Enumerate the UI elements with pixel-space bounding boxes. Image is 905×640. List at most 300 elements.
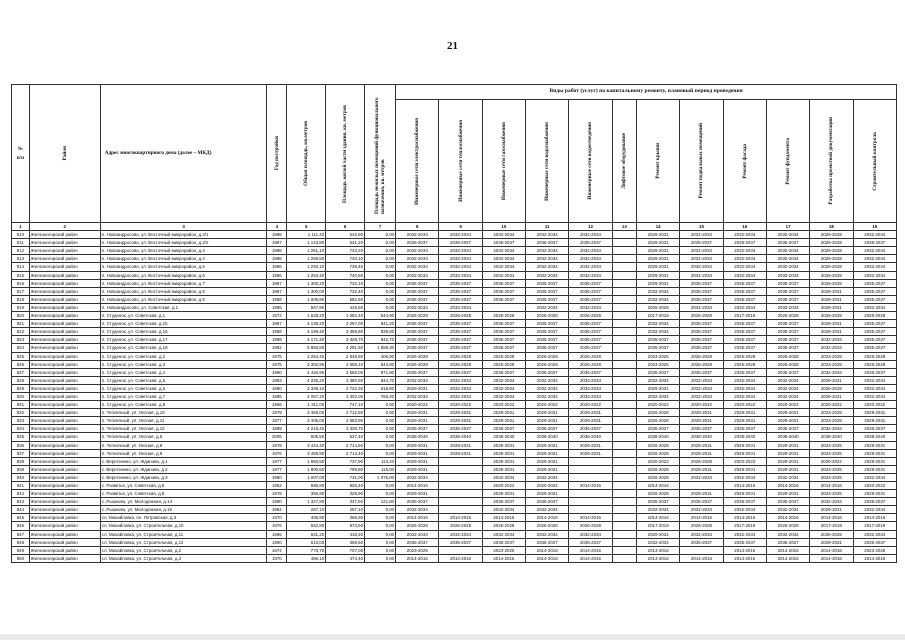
table-cell: 2035-2037 — [526, 239, 569, 247]
column-number: 5 — [287, 223, 326, 231]
table-cell: 2026-2028 — [810, 279, 853, 287]
table-row — [12, 287, 897, 295]
table-cell: 2032-2034 — [766, 271, 809, 279]
column-number: 14 — [637, 223, 680, 231]
table-cell: 2032-2034 — [766, 506, 809, 514]
table-cell: 2014-2016 — [680, 514, 723, 522]
table-cell: 3 302,00 — [326, 392, 365, 400]
table-cell — [612, 320, 636, 328]
table-cell: 707,00 — [326, 546, 365, 554]
table-cell: 2035-2037 — [853, 368, 896, 376]
table-row — [12, 295, 897, 303]
table-cell: 2032-2034 — [396, 303, 439, 311]
table-cell: 257,10 — [287, 506, 326, 514]
table-cell: 2029-2031 — [723, 449, 766, 457]
table-cell: 3 328,70 — [326, 425, 365, 433]
table-cell: 2035-2037 — [723, 336, 766, 344]
table-cell: п. Студенок, ул. Советская, д.18 — [100, 344, 267, 352]
table-cell: 2032-2034 — [853, 473, 896, 481]
table-cell — [612, 328, 636, 336]
table-cell: 2029-2031 — [396, 490, 439, 498]
table-cell: 731,00 — [326, 473, 365, 481]
table-cell: 2029-2031 — [853, 490, 896, 498]
table-cell: 2032-2034 — [810, 498, 853, 506]
table-cell: 2029-2031 — [637, 384, 680, 392]
table-cell: 2029-2031 — [853, 465, 896, 473]
table-cell: 2032-2034 — [637, 320, 680, 328]
table-cell: 2014-2016 — [766, 546, 809, 554]
table-cell: 2026-2028 — [810, 239, 853, 247]
table-cell: 2032-2034 — [723, 392, 766, 400]
table-cell: 2032-2034 — [482, 263, 525, 271]
table-cell: п. Студенок, ул. Советская, д.16 — [100, 328, 267, 336]
table-cell: 544,90 — [365, 312, 396, 320]
table-cell: 3 302,90 — [287, 360, 326, 368]
table-cell: 2032-2034 — [526, 303, 569, 311]
table-cell: 257,10 — [326, 506, 365, 514]
table-cell: 2035-2037 — [853, 239, 896, 247]
table-cell: 2014-2016 — [637, 546, 680, 554]
table-cell: 2038-2040 — [723, 433, 766, 441]
table-row — [12, 401, 897, 409]
table-cell: 871,90 — [365, 368, 396, 376]
table-cell — [612, 514, 636, 522]
table-cell: п. Новоандросово, ул. Восточный микрорайон, д.3 — [100, 247, 267, 255]
table-cell: 2026-2028 — [569, 352, 612, 360]
table-cell — [439, 473, 482, 481]
header-elevator: Лифтовое оборудование — [612, 100, 636, 223]
table-cell: 2029-2031 — [526, 490, 569, 498]
table-cell: 843 — [12, 498, 30, 506]
table-cell: 2035-2037 — [396, 279, 439, 287]
table-cell: 2029-2031 — [723, 409, 766, 417]
table-cell: 817 — [12, 287, 30, 295]
table-cell: 2035-2037 — [680, 239, 723, 247]
column-number: 8 — [396, 223, 439, 231]
table-cell: Железногорский район — [29, 490, 100, 498]
capital-repair-register-table — [11, 84, 897, 563]
column-number: 18 — [810, 223, 853, 231]
table-cell: 2026-2028 — [680, 457, 723, 465]
table-cell: 816 — [12, 279, 30, 287]
table-row — [12, 409, 897, 417]
table-cell: 2026-2028 — [853, 352, 896, 360]
table-cell: 2014-2016 — [569, 482, 612, 490]
table-cell: 1975 — [267, 360, 287, 368]
table-cell: с. Рышково, ул. Молодежная, д.14 — [100, 498, 267, 506]
table-cell: 1 111,40 — [287, 231, 326, 239]
table-cell — [612, 441, 636, 449]
table-cell: 2029-2031 — [723, 465, 766, 473]
table-row — [12, 271, 897, 279]
table-cell: сл. Михайловка, ул. Строительная, д.11 — [100, 530, 267, 538]
header-row-top — [12, 85, 897, 100]
table-cell: 2029-2031 — [766, 465, 809, 473]
table-cell: п. Новоандросово, ул. Восточный микрорайон, д.2/2 — [100, 239, 267, 247]
table-cell: с. Веретенино, ул. Жданова, д.2 — [100, 465, 267, 473]
table-cell: 2035-2037 — [526, 344, 569, 352]
table-cell: 2 722,30 — [326, 384, 365, 392]
table-cell: 1983 — [267, 376, 287, 384]
table-cell: 1 007,00 — [287, 473, 326, 481]
table-cell — [612, 312, 636, 320]
table-cell: 2032-2034 — [853, 530, 896, 538]
table-cell: Железногорский район — [29, 263, 100, 271]
table-cell: 2029-2031 — [810, 392, 853, 400]
table-cell: 2038-2040 — [810, 433, 853, 441]
table-cell: 2026-2028 — [680, 522, 723, 530]
table-cell: 2029-2031 — [439, 449, 482, 457]
table-cell: 2032-2034 — [396, 263, 439, 271]
table-cell: 368,60 — [326, 538, 365, 546]
table-cell: 846 — [12, 522, 30, 530]
table-cell — [612, 392, 636, 400]
header-address: Адрес многоквартирного дома (далее – МКД) — [100, 85, 267, 223]
table-cell: Железногорский район — [29, 279, 100, 287]
table-cell: 2035-2037 — [766, 368, 809, 376]
table-cell: 832 — [12, 409, 30, 417]
table-cell: 2032-2034 — [723, 303, 766, 311]
table-cell: 2035-2037 — [396, 425, 439, 433]
table-cell: 2032-2034 — [766, 376, 809, 384]
table-cell — [612, 490, 636, 498]
table-cell: 2020-2022 — [637, 401, 680, 409]
table-cell: 0,00 — [365, 401, 396, 409]
table-cell: 2026-2028 — [810, 247, 853, 255]
table-cell: 4 426,90 — [287, 368, 326, 376]
table-cell: 2014-2016 — [853, 554, 896, 562]
table-cell: 2029-2031 — [482, 465, 525, 473]
table-cell: 1985 — [267, 530, 287, 538]
table-cell: 2032-2034 — [766, 231, 809, 239]
table-cell: 2032-2034 — [723, 247, 766, 255]
table-cell: 474,40 — [326, 554, 365, 562]
table-cell: 2020-2022 — [482, 482, 525, 490]
table-cell: п. Студенок, ул. Советская, д.4 — [100, 368, 267, 376]
table-cell: 2029-2031 — [637, 239, 680, 247]
table-cell: п. Студенок, ул. Советская, д.7 — [100, 392, 267, 400]
table-row — [12, 473, 897, 481]
table-row — [12, 384, 897, 392]
table-cell: 1 800,60 — [287, 465, 326, 473]
table-cell: 2023-2025 — [810, 441, 853, 449]
table-cell: 2032-2034 — [526, 271, 569, 279]
table-cell: 2032-2034 — [680, 376, 723, 384]
table-cell: 2032-2034 — [680, 247, 723, 255]
table-cell: 2035-2037 — [853, 328, 896, 336]
table-cell: 2020-2022 — [810, 401, 853, 409]
table-cell: 1 240,10 — [287, 263, 326, 271]
table-cell: 2035-2037 — [723, 538, 766, 546]
table-cell: 2029-2031 — [569, 417, 612, 425]
table-cell: Железногорский район — [29, 441, 100, 449]
table-cell — [439, 465, 482, 473]
table-cell: 2032-2034 — [723, 263, 766, 271]
table-cell — [612, 465, 636, 473]
table-cell: 823 — [12, 336, 30, 344]
table-cell: 2035-2037 — [439, 336, 482, 344]
table-cell: 820 — [12, 312, 30, 320]
table-cell: 826 — [12, 360, 30, 368]
table-cell: 2035-2037 — [723, 295, 766, 303]
table-cell: 1978 — [267, 490, 287, 498]
table-cell: 2026-2028 — [723, 352, 766, 360]
table-cell: 1974 — [267, 546, 287, 554]
table-cell: 2038-2040 — [482, 433, 525, 441]
table-cell: Железногорский район — [29, 320, 100, 328]
table-cell — [612, 409, 636, 417]
table-cell: 3 254,40 — [287, 352, 326, 360]
table-cell: 822 — [12, 328, 30, 336]
table-cell: Железногорский район — [29, 312, 100, 320]
table-cell — [612, 449, 636, 457]
column-number: 2 — [29, 223, 100, 231]
table-cell: 0,00 — [365, 263, 396, 271]
table-cell: 405,90 — [365, 352, 396, 360]
table-cell: 2026-2028 — [680, 360, 723, 368]
table-cell: 2035-2037 — [680, 425, 723, 433]
table-cell: 2035-2037 — [482, 279, 525, 287]
table-cell: 2032-2034 — [723, 506, 766, 514]
table-cell: 2032-2034 — [439, 247, 482, 255]
table-cell: 1977 — [267, 417, 287, 425]
table-cell: 2035-2037 — [766, 287, 809, 295]
table-cell: 2026-2028 — [810, 271, 853, 279]
table-cell: 2032-2034 — [439, 263, 482, 271]
table-cell: 2020-2022 — [853, 482, 896, 490]
table-cell: 616,80 — [365, 384, 396, 392]
table-cell: 2032-2034 — [482, 247, 525, 255]
table-cell: 2035-2037 — [439, 320, 482, 328]
header-electric: Инженерные сети электроснабжения — [396, 100, 439, 223]
table-cell: 2035-2037 — [526, 295, 569, 303]
table-cell: 2035-2037 — [680, 328, 723, 336]
header-district: Район — [29, 85, 100, 223]
table-cell: п. Новоандросово, ул. Восточный микрорайон, д.5 — [100, 263, 267, 271]
table-cell: 0,00 — [365, 425, 396, 433]
table-cell: с. Рышково, ул. Молодежная, д.15 — [100, 506, 267, 514]
table-cell: 2032-2034 — [439, 231, 482, 239]
table-cell: 2032-2034 — [482, 392, 525, 400]
table-body — [12, 231, 897, 563]
table-cell — [612, 303, 636, 311]
table-cell: 2029-2031 — [569, 409, 612, 417]
table-cell: 2026-2028 — [637, 409, 680, 417]
table-cell: 4 067,20 — [287, 392, 326, 400]
header-works-title: Виды работ (услуг) по капитальному ремонту, плановый период проведения — [396, 85, 897, 100]
table-cell: 2026-2028 — [766, 522, 809, 530]
table-cell: 5 850,80 — [287, 344, 326, 352]
table-cell: 2035-2037 — [766, 538, 809, 546]
table-cell: 2014-2016 — [526, 546, 569, 554]
table-cell: 2032-2034 — [723, 376, 766, 384]
table-cell: п. Студенок, ул. Советская, д.15 — [100, 320, 267, 328]
table-cell: 3 297,00 — [326, 320, 365, 328]
table-cell: 2029-2031 — [680, 449, 723, 457]
table-row — [12, 263, 897, 271]
table-cell: 4 215,40 — [287, 425, 326, 433]
table-cell: 1986 — [267, 271, 287, 279]
table-cell: 2032-2034 — [526, 392, 569, 400]
table-cell — [680, 482, 723, 490]
table-cell: 1972 — [267, 312, 287, 320]
table-cell: 1 143,80 — [287, 239, 326, 247]
table-cell — [569, 506, 612, 514]
table-cell: 2029-2031 — [810, 538, 853, 546]
table-cell: п. Тепличный, ул. Лесная, д.8 — [100, 441, 267, 449]
table-cell: 2032-2034 — [766, 255, 809, 263]
table-cell: 2026-2028 — [396, 522, 439, 530]
table-cell: 2032-2034 — [680, 255, 723, 263]
table-cell: 1 261,10 — [287, 247, 326, 255]
table-cell: Железногорский район — [29, 457, 100, 465]
table-cell: 2035-2037 — [396, 328, 439, 336]
table-cell: 2032-2034 — [680, 392, 723, 400]
table-cell — [612, 457, 636, 465]
table-cell: 115,00 — [365, 465, 396, 473]
table-cell: 567,90 — [287, 303, 326, 311]
table-cell: 2032-2034 — [810, 368, 853, 376]
table-cell: 2035-2037 — [439, 538, 482, 546]
table-cell: 2026-2028 — [637, 417, 680, 425]
table-cell: 0,00 — [365, 271, 396, 279]
table-cell: п. Студенок, ул. Советская, д.3 — [100, 360, 267, 368]
table-cell: 833 — [12, 417, 30, 425]
table-cell: 2026-2028 — [569, 522, 612, 530]
table-cell — [612, 425, 636, 433]
table-cell: 825 — [12, 352, 30, 360]
table-row — [12, 320, 897, 328]
table-cell: 1970 — [267, 514, 287, 522]
table-cell: 641,20 — [326, 239, 365, 247]
table-cell: 2026-2028 — [526, 312, 569, 320]
table-cell: 2035-2037 — [723, 239, 766, 247]
table-cell: 1984 — [267, 506, 287, 514]
table-cell: 2032-2034 — [569, 303, 612, 311]
table-cell: 2032-2034 — [569, 231, 612, 239]
table-cell: 2032-2034 — [680, 473, 723, 481]
table-cell: 2023-2025 — [810, 473, 853, 481]
table-cell: 2029-2031 — [396, 449, 439, 457]
table-cell: 830 — [12, 392, 30, 400]
table-cell: 1970 — [267, 554, 287, 562]
table-cell — [612, 473, 636, 481]
table-cell: 2 712,60 — [326, 409, 365, 417]
table-cell: п. Новоандросово, ул. Восточный микрорайон, д.2/1 — [100, 231, 267, 239]
column-number: 15 — [680, 223, 723, 231]
table-cell: 2038-2040 — [637, 433, 680, 441]
table-cell: 2032-2034 — [766, 247, 809, 255]
table-cell: 2032-2034 — [526, 255, 569, 263]
table-cell: 1977 — [267, 457, 287, 465]
table-cell: 2026-2028 — [766, 352, 809, 360]
table-cell: 2023-2025 — [810, 449, 853, 457]
table-cell: 2029-2031 — [637, 279, 680, 287]
table-cell: 1985 — [267, 303, 287, 311]
column-number: 16 — [723, 223, 766, 231]
table-cell: 824 — [12, 344, 30, 352]
table-cell: 2023-2025 — [810, 409, 853, 417]
table-cell: 2026-2028 — [482, 312, 525, 320]
table-cell: сл. Михайловка, ул. Строительная, д.12 — [100, 538, 267, 546]
table-cell: 0,00 — [365, 554, 396, 562]
table-cell: 2032-2034 — [766, 303, 809, 311]
table-cell: Железногорский район — [29, 546, 100, 554]
table-cell: 368,30 — [326, 514, 365, 522]
table-cell: 2014-2016 — [680, 554, 723, 562]
table-cell: Железногорский район — [29, 376, 100, 384]
table-row — [12, 376, 897, 384]
table-cell: 2038-2040 — [396, 433, 439, 441]
header-basement: Ремонт подвальных помещений — [680, 100, 723, 223]
table-row — [12, 247, 897, 255]
table-cell: 2020-2022 — [439, 401, 482, 409]
table-cell: 1989 — [267, 336, 287, 344]
table-cell: 2032-2034 — [482, 271, 525, 279]
table-cell: 2029-2031 — [680, 441, 723, 449]
table-cell: Железногорский район — [29, 328, 100, 336]
table-cell: 2035-2037 — [439, 239, 482, 247]
table-cell: 347,50 — [326, 498, 365, 506]
table-cell: 2032-2034 — [396, 271, 439, 279]
table-cell: 2014-2016 — [810, 546, 853, 554]
table-cell: с. Веретенино, ул. Жданова, д.1 — [100, 457, 267, 465]
table-cell: Железногорский район — [29, 303, 100, 311]
table-cell: 2029-2031 — [526, 449, 569, 457]
table-cell: 2035-2037 — [723, 498, 766, 506]
table-cell: 2026-2028 — [680, 312, 723, 320]
table-cell: 2026-2028 — [853, 360, 896, 368]
header-construction-control: Строительный контроль — [853, 100, 896, 223]
table-cell: 2032-2034 — [637, 295, 680, 303]
table-row — [12, 546, 897, 554]
table-cell: 2029-2031 — [853, 449, 896, 457]
table-cell: 813 — [12, 255, 30, 263]
table-cell: 2017-2019 — [723, 522, 766, 530]
table-cell: 1976 — [267, 449, 287, 457]
table-cell: 2032-2034 — [439, 255, 482, 263]
column-number: 19 — [853, 223, 896, 231]
table-cell: 2014-2016 — [526, 514, 569, 522]
table-cell: 827 — [12, 368, 30, 376]
table-cell: 2035-2037 — [396, 344, 439, 352]
table-cell: 2035-2037 — [637, 336, 680, 344]
table-cell: 2026-2028 — [439, 522, 482, 530]
table-cell: 2014-2016 — [853, 514, 896, 522]
header-heating: Инженерные сети теплоснабжения — [439, 100, 482, 223]
table-cell: 2035-2037 — [482, 328, 525, 336]
table-cell: Железногорский район — [29, 498, 100, 506]
table-cell: 826,40 — [326, 482, 365, 490]
table-cell — [439, 506, 482, 514]
table-cell: Железногорский район — [29, 473, 100, 481]
table-cell: 2029-2031 — [396, 409, 439, 417]
table-row — [12, 514, 897, 522]
table-cell: 0,00 — [365, 506, 396, 514]
table-cell: 2029-2031 — [526, 409, 569, 417]
table-cell: п. Новоандросово, ул. Восточный микрорайон, д.8 — [100, 287, 267, 295]
table-cell: 2035-2037 — [723, 344, 766, 352]
table-cell: 2014-2016 — [396, 554, 439, 562]
table-cell: 356,90 — [287, 490, 326, 498]
table-cell: 2020-2022 — [396, 401, 439, 409]
table-cell: 2035-2037 — [526, 368, 569, 376]
table-cell — [612, 287, 636, 295]
table-cell: 2029-2031 — [853, 441, 896, 449]
table-cell: 3 459,90 — [287, 449, 326, 457]
table-cell: 1992 — [267, 344, 287, 352]
header-foundation: Ремонт фундамента — [766, 100, 809, 223]
